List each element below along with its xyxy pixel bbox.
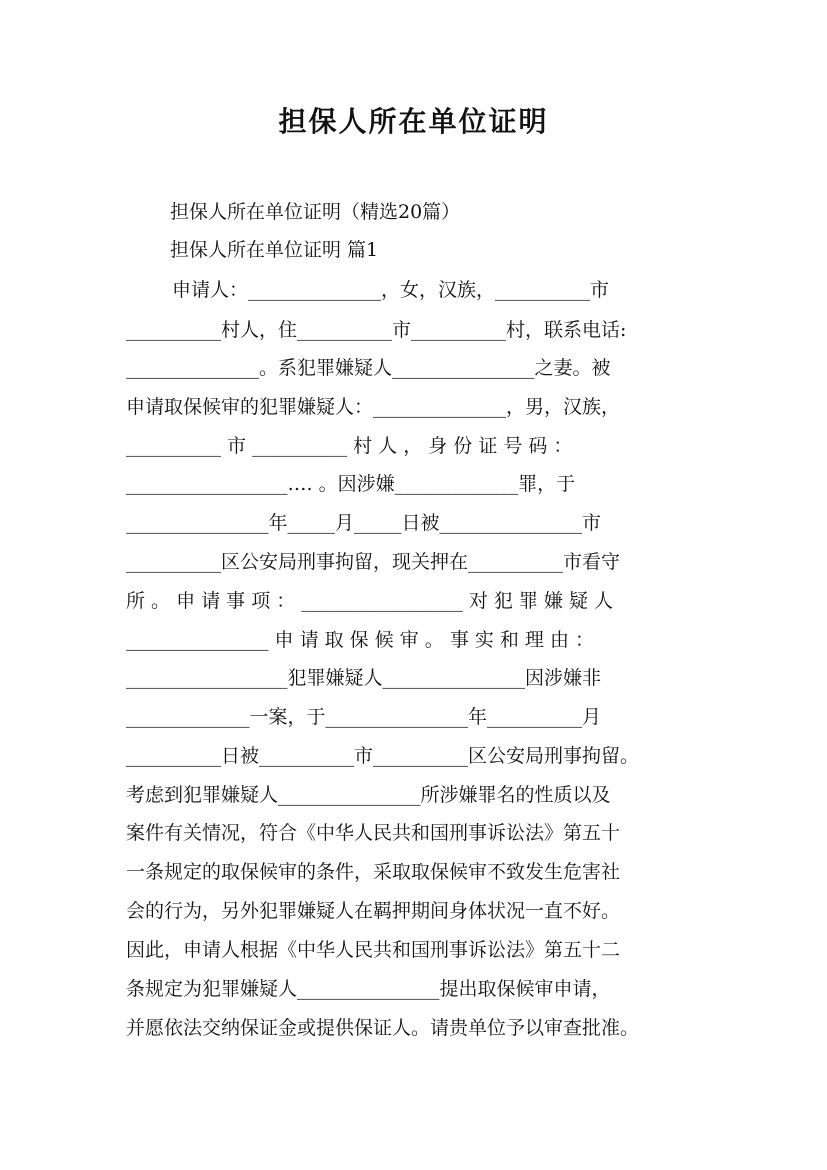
body-line-8: __________区公安局刑事拘留，现关押在__________市看守 [126,551,621,573]
body-line-5: __________ 市 __________ 村 人 ， 身 份 证 号 码 ： [126,435,573,457]
body-line-12: _____________一案，于_______________年__________月 [126,706,602,728]
body-line-15: 案件有关情况，符合《中华人民共和国刑事诉讼法》第五十 [126,822,621,844]
subtitle-line: 担保人所在单位证明（精选20篇） [170,201,461,223]
body-line-16: 一条规定的取保候审的条件，采取取保候审不致发生危害社 [126,861,621,883]
body-line-18: 因此，申请人根据《中华人民共和国刑事诉讼法》第五十二 [126,939,621,961]
body-line-6: _________________…. 。因涉嫌_____________罪，于 [126,473,576,495]
body-line-14: 考虑到犯罪嫌疑人_______________所涉嫌罪名的性质以及 [126,784,611,806]
body-line-10: _______________ 申 请 取 保 候 审 。 事 实 和 理 由 ： [126,629,595,651]
body-line-13: __________日被__________市__________区公安局刑事拘留。 [126,745,640,767]
body-line-2: __________村人，住__________市__________村，联系电话: [126,319,627,341]
body-line-11: _________________犯罪嫌疑人_______________因涉嫌非 [126,667,602,689]
body-line-20: 并愿依法交纳保证金或提供保证人。请贵单位予以审查批准。 [126,1017,640,1039]
body-line-7: _______________年_____月_____日被_______________市 [126,512,602,534]
body-line-4: 申请取保候审的犯罪嫌疑人：______________，男，汉族， [126,396,621,418]
body-line-3: ______________。系犯罪嫌疑人_______________之妻。被 [126,357,611,379]
document-title: 担保人所在单位证明 [278,105,549,138]
section-heading: 担保人所在单位证明 篇1 [170,239,379,261]
body-line-1: 申请人：______________，女，汉族，__________市 [172,279,610,301]
body-line-17: 会的行为，另外犯罪嫌疑人在羁押期间身体状况一直不好。 [126,900,621,922]
body-line-9: 所 。 申 请 事 项 ： _________________ 对 犯 罪 嫌 疑 人 [126,590,614,612]
body-line-19: 条规定为犯罪嫌疑人_______________提出取保候审申请， [126,978,611,1000]
